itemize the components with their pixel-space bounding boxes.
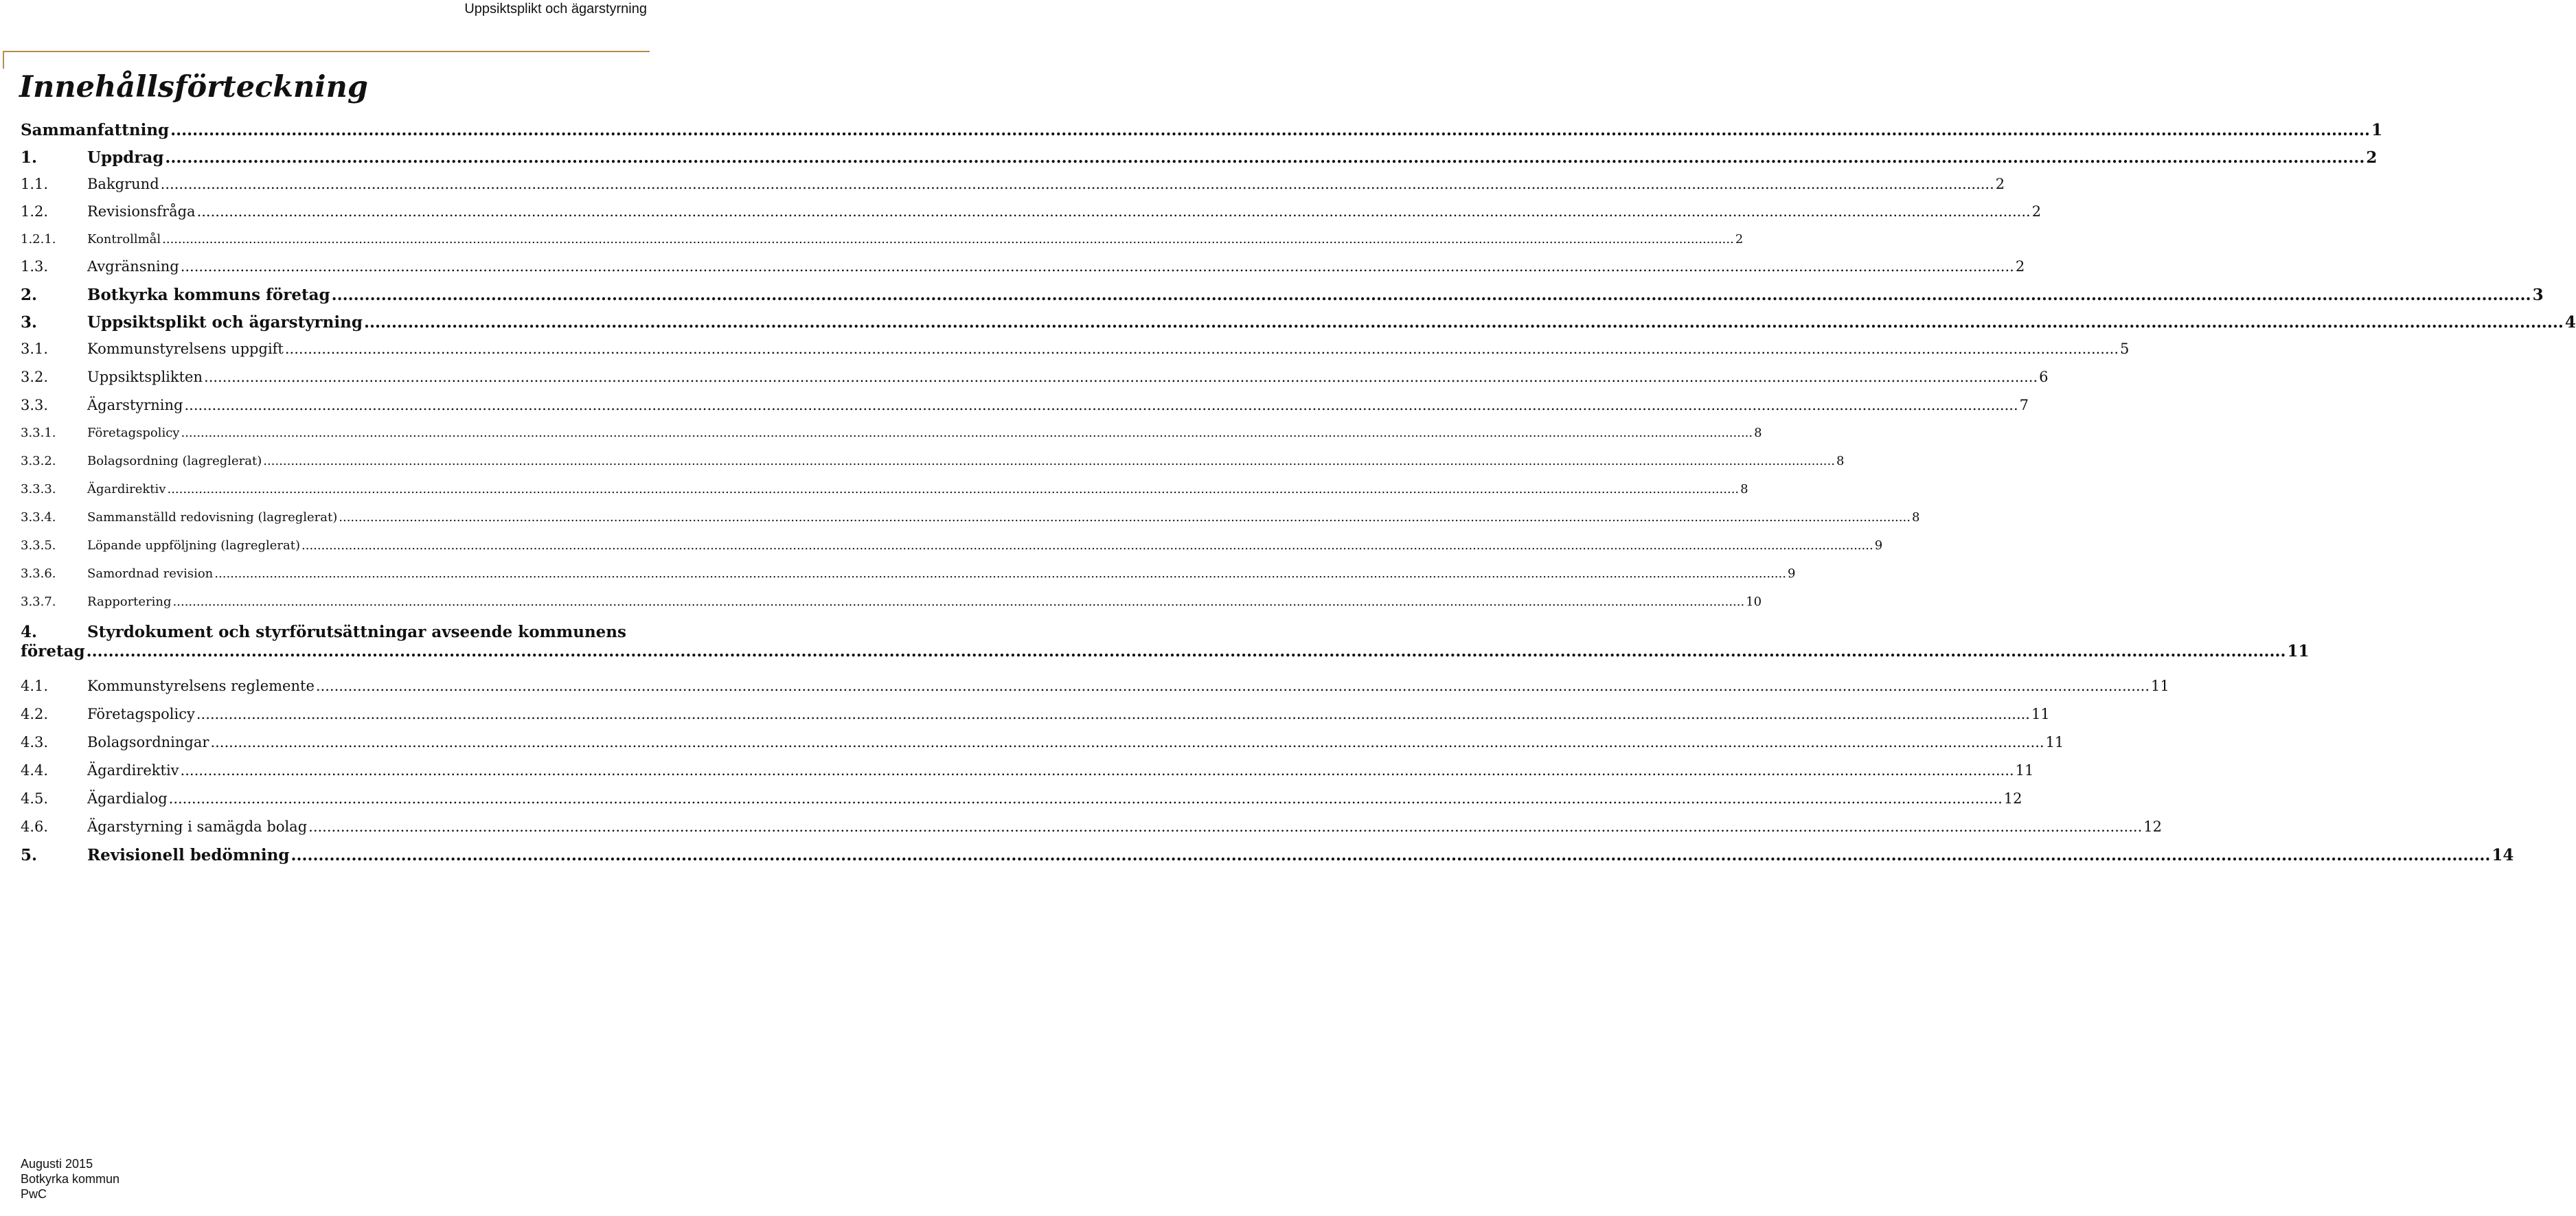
toc-entry-title: Rapportering bbox=[87, 595, 172, 609]
toc-entry-title: Kontrollmål bbox=[87, 232, 161, 246]
toc-entry-title: Revisionsfråga bbox=[87, 203, 196, 220]
toc-leader: ................................................................................................................................................................................................................................................................................................................................................................................................................ bbox=[363, 313, 2564, 332]
toc-entry-page: 3 bbox=[2532, 286, 2544, 304]
toc-entry-page: 5 bbox=[2120, 341, 2130, 357]
toc-entry[interactable] bbox=[21, 482, 1748, 496]
toc-entry-page: 2 bbox=[1735, 232, 1744, 246]
toc-entry-page: 2 bbox=[1995, 176, 2005, 192]
toc-leader: ................................................................................................................................................................................................................................................................................................................................................................................................................ bbox=[172, 595, 1745, 609]
toc-entry[interactable] bbox=[21, 397, 2029, 413]
toc-entry-page: 6 bbox=[2039, 369, 2049, 385]
toc-entry[interactable] bbox=[21, 706, 2050, 722]
toc-entry-number: 4.1. bbox=[21, 678, 49, 694]
toc-entry[interactable] bbox=[21, 313, 2576, 332]
toc-entry-title: Ägarstyrning i samägda bolag bbox=[87, 818, 308, 835]
toc-entry-number: 3.3.5. bbox=[21, 538, 56, 553]
toc-entry-number: 3.3.2. bbox=[21, 454, 56, 468]
toc-entry-title: Uppsiktsplikten bbox=[87, 369, 203, 385]
toc-entry-number: 1.2. bbox=[21, 203, 49, 220]
toc-leader: ................................................................................................................................................................................................................................................................................................................................................................................................................ bbox=[170, 121, 2371, 139]
toc-entry-title-continued: företag bbox=[21, 642, 85, 661]
toc-leader: ................................................................................................................................................................................................................................................................................................................................................................................................................ bbox=[315, 678, 2150, 694]
toc-entry-number: 4.2. bbox=[21, 706, 49, 722]
toc-leader: ................................................................................................................................................................................................................................................................................................................................................................................................................ bbox=[165, 148, 2365, 167]
toc-entry-page: 9 bbox=[1787, 566, 1796, 581]
toc-entry-title: Bolagsordningar bbox=[87, 734, 209, 750]
toc-entry-title: Ägardirektiv bbox=[87, 762, 179, 779]
toc-entry-title: Löpande uppföljning (lagreglerat) bbox=[87, 538, 301, 553]
toc-entry[interactable] bbox=[21, 121, 2383, 139]
toc-entry[interactable] bbox=[21, 454, 1845, 468]
toc-leader: ................................................................................................................................................................................................................................................................................................................................................................................................................ bbox=[162, 232, 1734, 246]
toc-entry[interactable] bbox=[21, 818, 2162, 835]
toc-leader: ................................................................................................................................................................................................................................................................................................................................................................................................................ bbox=[168, 790, 2003, 807]
toc-leader: ................................................................................................................................................................................................................................................................................................................................................................................................................ bbox=[214, 566, 1786, 581]
toc-entry-title: Avgränsning bbox=[87, 258, 179, 275]
toc-entry-number: 4.5. bbox=[21, 790, 49, 807]
header-rule bbox=[3, 51, 650, 52]
toc-entry[interactable] bbox=[21, 734, 2064, 750]
toc-leader: ................................................................................................................................................................................................................................................................................................................................................................................................................ bbox=[196, 706, 2030, 722]
toc-entry-number: 4.3. bbox=[21, 734, 49, 750]
toc-entry[interactable] bbox=[21, 286, 2544, 304]
toc-entry-page: 2 bbox=[2031, 203, 2042, 220]
toc-entry-page: 10 bbox=[1746, 595, 1762, 609]
toc-entry-page: 9 bbox=[1874, 538, 1883, 553]
toc-entry-page: 12 bbox=[2003, 790, 2022, 807]
toc-entry-title: Revisionell bedömning bbox=[87, 846, 290, 864]
toc-entry[interactable] bbox=[21, 678, 2169, 694]
footer-author: PwC bbox=[21, 1187, 47, 1201]
toc-entry-title: Kommunstyrelsens reglemente bbox=[87, 678, 315, 694]
toc-entry-number: 3.1. bbox=[21, 341, 49, 357]
toc-leader: ................................................................................................................................................................................................................................................................................................................................................................................................................ bbox=[180, 762, 2014, 779]
toc-entry[interactable] bbox=[21, 148, 2378, 167]
toc-entry-title: Samordnad revision bbox=[87, 566, 214, 581]
toc-leader: ................................................................................................................................................................................................................................................................................................................................................................................................................ bbox=[284, 341, 2119, 357]
toc-entry-number: 2. bbox=[21, 286, 38, 304]
toc-entry-title: Uppdrag bbox=[87, 148, 164, 167]
toc-leader: ................................................................................................................................................................................................................................................................................................................................................................................................................ bbox=[196, 203, 2031, 220]
toc-entry-page: 1 bbox=[2371, 121, 2383, 139]
toc-entry-title: Sammanfattning bbox=[21, 121, 170, 139]
toc-entry-number: 1.3. bbox=[21, 258, 49, 275]
toc-entry[interactable] bbox=[21, 232, 1744, 246]
page-footer bbox=[21, 1156, 119, 1202]
toc-entry-number: 3.3.4. bbox=[21, 510, 56, 525]
toc-leader: ................................................................................................................................................................................................................................................................................................................................................................................................................ bbox=[167, 482, 1740, 496]
toc-leader: ................................................................................................................................................................................................................................................................................................................................................................................................................ bbox=[339, 510, 1911, 525]
toc-leader: ................................................................................................................................................................................................................................................................................................................................................................................................................ bbox=[263, 454, 1835, 468]
toc-leader: ................................................................................................................................................................................................................................................................................................................................................................................................................ bbox=[184, 397, 2018, 413]
toc-heading: Innehållsförteckning bbox=[19, 70, 368, 104]
toc-entry-number: 3.3.7. bbox=[21, 595, 56, 609]
toc-entry-title: Företagspolicy bbox=[87, 706, 195, 722]
toc-entry-title: Kommunstyrelsens uppgift bbox=[87, 341, 284, 357]
toc-entry-number: 3.2. bbox=[21, 369, 49, 385]
toc-entry-page: 8 bbox=[1836, 454, 1845, 468]
toc-entry[interactable] bbox=[21, 258, 2025, 275]
toc-leader: ................................................................................................................................................................................................................................................................................................................................................................................................................ bbox=[331, 286, 2531, 304]
toc-entry[interactable] bbox=[21, 176, 2005, 192]
footer-date: Augusti 2015 bbox=[21, 1157, 93, 1171]
toc-entry-page: 11 bbox=[2151, 678, 2169, 694]
toc-leader: ................................................................................................................................................................................................................................................................................................................................................................................................................ bbox=[204, 369, 2038, 385]
header-rule-tick bbox=[3, 51, 4, 69]
toc-entry-page: 11 bbox=[2031, 706, 2050, 722]
toc-entry-page: 11 bbox=[2287, 642, 2310, 661]
toc-entry[interactable] bbox=[21, 623, 2310, 661]
toc-leader: ................................................................................................................................................................................................................................................................................................................................................................................................................ bbox=[301, 538, 1873, 553]
toc-entry-title: Ägarstyrning bbox=[87, 397, 183, 413]
toc-leader: ................................................................................................................................................................................................................................................................................................................................................................................................................ bbox=[290, 846, 2491, 864]
toc-entry-number: 3.3. bbox=[21, 397, 49, 413]
toc-entry-number: 1. bbox=[21, 148, 38, 167]
toc-entry[interactable] bbox=[21, 846, 2514, 864]
toc-entry-number: 4. bbox=[21, 623, 38, 641]
toc-entry-page: 7 bbox=[2019, 397, 2029, 413]
toc-entry[interactable] bbox=[21, 595, 1762, 609]
toc-entry-number: 5. bbox=[21, 846, 38, 864]
running-header: Uppsiktsplikt och ägarstyrning bbox=[464, 1, 647, 16]
toc-entry[interactable] bbox=[21, 369, 2049, 385]
toc-entry-title: Ägardialog bbox=[87, 790, 168, 807]
toc-entry-number: 3.3.3. bbox=[21, 482, 56, 496]
toc-entry-page: 2 bbox=[2366, 148, 2378, 167]
toc-entry[interactable] bbox=[21, 510, 1920, 525]
toc-entry-page: 14 bbox=[2492, 846, 2514, 864]
toc-entry-number: 1.2.1. bbox=[21, 232, 56, 246]
toc-entry-title: Bolagsordning (lagreglerat) bbox=[87, 454, 262, 468]
toc-entry-page: 4 bbox=[2564, 313, 2576, 332]
toc-entry[interactable] bbox=[21, 426, 1762, 440]
toc-entry-number: 3. bbox=[21, 313, 38, 332]
toc-entry-page: 11 bbox=[2015, 762, 2034, 779]
toc-entry[interactable] bbox=[21, 566, 1796, 581]
toc-entry[interactable] bbox=[21, 762, 2034, 779]
toc-entry[interactable] bbox=[21, 203, 2042, 220]
toc-entry-page: 8 bbox=[1754, 426, 1762, 440]
toc-entry-title: Ägardirektiv bbox=[87, 482, 166, 496]
toc-entry-title: Företagspolicy bbox=[87, 426, 180, 440]
toc-leader: ................................................................................................................................................................................................................................................................................................................................................................................................................ bbox=[308, 818, 2143, 835]
toc-leader: ................................................................................................................................................................................................................................................................................................................................................................................................................ bbox=[181, 426, 1753, 440]
toc-entry-number: 3.3.1. bbox=[21, 426, 56, 440]
toc-leader: ................................................................................................................................................................................................................................................................................................................................................................................................................ bbox=[180, 258, 2014, 275]
toc-entry-title: Botkyrka kommuns företag bbox=[87, 286, 330, 304]
footer-organization: Botkyrka kommun bbox=[21, 1172, 120, 1186]
toc-entry[interactable] bbox=[21, 341, 2130, 357]
toc-entry-page: 2 bbox=[2015, 258, 2025, 275]
toc-entry-title: Styrdokument och styrförutsättningar avseende kommunens bbox=[87, 623, 626, 641]
toc-entry-page: 12 bbox=[2143, 818, 2162, 835]
toc-entry-number: 3.3.6. bbox=[21, 566, 56, 581]
toc-entry-number: 4.6. bbox=[21, 818, 49, 835]
toc-entry-title: Uppsiktsplikt och ägarstyrning bbox=[87, 313, 363, 332]
toc-entry-page: 8 bbox=[1911, 510, 1920, 525]
toc-leader: ................................................................................................................................................................................................................................................................................................................................................................................................................ bbox=[86, 642, 2286, 661]
toc-entry-number: 1.1. bbox=[21, 176, 49, 192]
toc-entry-page: 11 bbox=[2045, 734, 2064, 750]
toc-leader: ................................................................................................................................................................................................................................................................................................................................................................................................................ bbox=[160, 176, 1994, 192]
toc-entry[interactable] bbox=[21, 790, 2022, 807]
toc-entry-title: Bakgrund bbox=[87, 176, 159, 192]
toc-entry[interactable] bbox=[21, 538, 1883, 553]
toc-entry-title: Sammanställd redovisning (lagreglerat) bbox=[87, 510, 338, 525]
toc-entry-number: 4.4. bbox=[21, 762, 49, 779]
toc-leader: ................................................................................................................................................................................................................................................................................................................................................................................................................ bbox=[210, 734, 2044, 750]
toc-entry-page: 8 bbox=[1740, 482, 1748, 496]
